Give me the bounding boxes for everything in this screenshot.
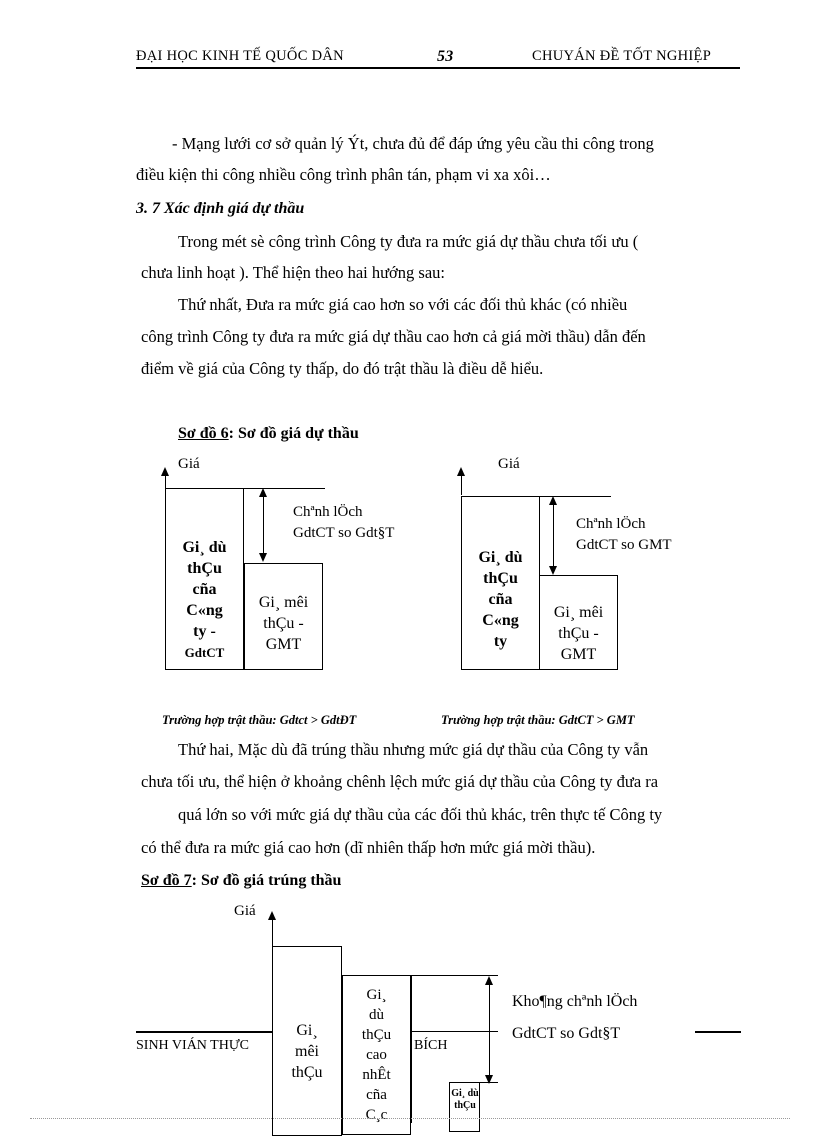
d6r-diff-line [553,503,554,569]
diagram6-caption-prefix: Sơ đồ 6 [178,425,229,442]
p4-line2: chưa tối ưu, thể hiện ở khoảng chênh lệch mức giá dự thầu của Công ty đưa ra [141,772,659,791]
d6r-company-text: Gi¸ dù thÇu cña C«ng ty [478,549,523,650]
d6r-axis-label: Giá [498,456,520,472]
diagram7-caption [141,872,341,890]
d6l-axis-label: Giá [178,456,200,472]
d6r-diff-label: Chªnh lÖch GdtCT so GMT [576,516,672,553]
diagram6-caption [178,425,359,443]
d7-diff-label: Kho¶ng chªnh lÖch GdtCT so Gdt§T [512,993,638,1042]
page-bottom-edge [30,1118,790,1119]
d6l-diff-arrow-bottom-icon [259,553,267,562]
d6l-diff-line [263,494,264,556]
d6-note-right: Trường hợp trật thầu: GdtCT > GMT [441,713,635,727]
p3-line2: công trình Công ty đưa ra mức giá dự thầu cao hơn cả giá mời thầu) dẫn đến [141,327,646,346]
p4-line3: quá lớn so với mức giá dự thầu của các đối thủ khác, trên thực tế Công ty [178,805,663,824]
diagram7-caption-prefix: Sơ đồ 7 [141,872,192,889]
diagram6-caption-rest: : Sơ đồ giá dự thầu [228,425,359,442]
p1-line1: - Mạng lưới cơ sở quản lý Ýt, chưa đủ để đáp ứng yêu cầu thi công trong [172,134,654,153]
d6l-invite-text: Gi¸ mêi thÇu - GMT [258,594,309,653]
header-right: CHUYÁN ĐỀ TỐT NGHIỆP [532,48,712,64]
d7-diff-arrow-bottom-icon [485,1075,493,1084]
page-number: 53 [437,48,454,65]
d7-box2-text: Gi¸ dù thÇu cao nhÊt cña C¸c [361,987,392,1123]
p4-line4: có thể đưa ra mức giá cao hơn (dĩ nhiên thấp hơn mức giá mời thầu). [141,838,596,857]
d7-axis-label: Giá [234,903,256,919]
d7-diff-line [489,983,490,1078]
d6l-diff-label: Chªnh lÖch GdtCT so Gdt§T [293,504,395,541]
d6r-axis [461,475,462,495]
d7-mid-line [411,1031,498,1032]
p2-line2: chưa linh hoạt ). Thể hiện theo hai hướng sau: [141,263,445,282]
header-left: ĐẠI HỌC KINH TẾ QUỐC DÂN [136,48,344,64]
d6r-invite-text: Gi¸ mêi thÇu - GMT [553,604,604,663]
d6l-company-text: Gi¸ dù thÇu cña C«ng ty - GdtCT [182,539,227,660]
d6-note-left: Trường hợp trật thầu: Gdtct > GdtĐT [162,713,357,727]
d7-box3-text: Gi¸ dù thÇu [451,1088,479,1111]
p3-line3: điểm về giá của Công ty thấp, do đó trật thầu là điều dễ hiểu. [141,359,544,378]
p3-line1: Thứ nhất, Đưa ra mức giá cao hơn so với các đối thủ khác (có nhiều [178,295,628,314]
section-heading: 3. 7 Xác định giá dự thầu [136,200,305,217]
p4-line1: Thứ hai, Mặc dù đã trúng thầu nhưng mức giá dự thầu của Công ty vẫn [178,740,649,759]
header-rule [136,67,740,69]
footer-rule-right [695,1031,741,1033]
footer-right: BÍCH [414,1038,448,1053]
p1-line2: điều kiện thi công nhiều công trình phân tán, phạm vi xa xôi… [136,165,551,184]
d7-box3-left [411,975,412,1123]
d7-box1-text: Gi¸ mêi thÇu [291,1022,323,1081]
footer-rule-left [136,1031,272,1033]
footer-left: SINH VIÁN THỰC [136,1038,250,1053]
p2-line1: Trong mét sè công trình Công ty đưa ra mức giá dự thầu chưa tối ưu ( [178,232,639,251]
diagram7-caption-rest: : Sơ đồ giá trúng thầu [191,872,342,889]
d6r-diff-arrow-bottom-icon [549,566,557,575]
